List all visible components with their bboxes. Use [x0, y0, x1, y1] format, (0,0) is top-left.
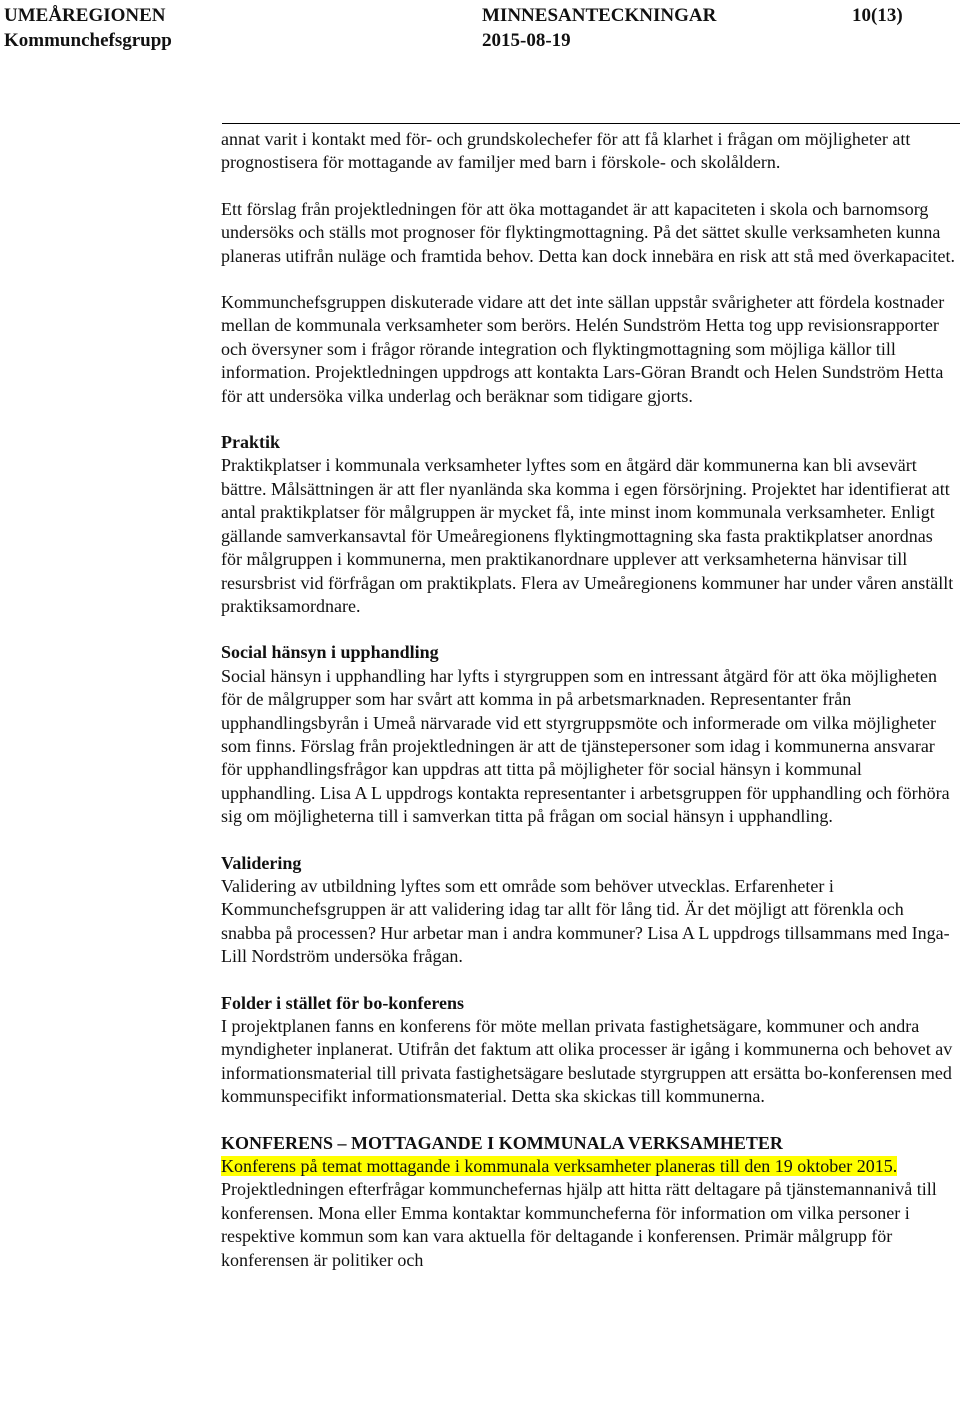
paragraph-gap	[221, 268, 957, 291]
section-heading-social: Social hänsyn i upphandling	[221, 642, 439, 663]
document-type: MINNESANTECKNINGAR	[482, 5, 717, 26]
section-heading-folder: Folder i stället för bo-konferens	[221, 992, 464, 1013]
page-number: 10(13)	[852, 5, 903, 26]
group-name: Kommunchefsgrupp	[4, 30, 172, 51]
paragraph-proposal: Ett förslag från projektledningen för att öka mottagandet är att kapaciteten i skola och barnomsorg undersöks och ställs mot prognoser för flyktingmottagning. På det sättet skulle verksamheten kunna planeras utifrån nuläge och framtida behov. Detta kan dock innebära en risk att stå med överkapacitet.	[221, 198, 956, 266]
section-text-folder: I projektplanen fanns en konferens för möte mellan privata fastighetsägare, kommuner och andra myndigheter inplanerat. Utifrån det faktum att olika processer är igång i kommunerna och behovet av informationsmaterial till privata fastighetsägare beslutade styrgruppen att ersätta bo-konferensen med kommunspecifikt informationsmaterial. Detta ska skickas till kommunerna.	[221, 1016, 953, 1107]
paragraph-continuation: annat varit i kontakt med för- och grundskolechefer för att få klarhet i frågan om möjligheter att prognostisera för mottagande av familjer med barn i förskole- och skolåldern.	[221, 129, 911, 173]
paragraph-gap	[221, 969, 957, 992]
header-right	[852, 3, 903, 28]
section-heading-konferens: KONFERENS – MOTTAGANDE I KOMMUNALA VERKSAMHETER	[221, 1132, 783, 1153]
paragraph-gap	[221, 175, 957, 198]
section-text-praktik: Praktikplatser i kommunala verksamheter lyftes som en åtgärd där kommunerna kan bli avsevärt bättre. Målsättningen är att fler nyanlända ska komma i egen försörjning. Projektet har identifierat att antal praktikplatser för målgruppen är mycket få, inte minst inom kommunala verksamheter. Enligt gällande samverkansavtal för Umeåregionens flyktingmottagning ska fasta praktikplatser anordnas för målgruppen i kommunerna, men praktikanordnare upplever att verksamheterna hänvisar till resursbrist vid förfrågan om praktikplats. Flera av Umeåregionens kommuner har under våren anställt praktiksamordnare.	[221, 455, 954, 616]
section-text-konferens	[221, 1155, 957, 1272]
section-text-validering: Validering av utbildning lyftes som ett område som behöver utvecklas. Erfarenheter i Kommunchefsgruppen är att validering idag tar allt för lång tid. Är det möjligt att förenkla och snabba på processen? Hur arbetar man i andra kommuner? Lisa A L uppdrogs tillsammans med Inga-Lill Nordström undersöka frågan.	[221, 875, 950, 967]
paragraph-gap	[221, 408, 957, 431]
header-divider	[222, 123, 960, 124]
section-heading-validering: Validering	[221, 852, 302, 873]
meeting-date: 2015-08-19	[482, 30, 571, 51]
header-left	[4, 3, 172, 53]
section-heading-praktik: Praktik	[221, 432, 281, 453]
paragraph-gap	[221, 829, 957, 852]
header-middle	[482, 3, 716, 53]
paragraph-discussion: Kommunchefsgruppen diskuterade vidare att det inte sällan uppstår svårigheter att fördela kostnader mellan de kommunala verksamheter som berörs. Helén Sundström Hetta tog upp revisionsrapporter och översyner som i frågor rörande integration och flyktingmottagning som möjliga källor till information. Projektledningen uppdrogs att kontakta Lars-Göran Brandt och Helen Sundström Hetta för att undersöka vilka underlag och beräknar som tidigare gjorts.	[221, 292, 945, 406]
section-text-social: Social hänsyn i upphandling har lyfts i styrgruppen som en intressant åtgärd för att öka möjligheten för de målgrupper som har svårt att komma in på arbetsmarknaden. Representanter från upphandlingsbyrån i Umeå närvarade vid ett styrgruppsmöte och informerade om vilka möjligheter som finns. Förslag från projektledningen är att de tjänstepersoner som idag i kommunerna ansvarar för upphandlingsfrågor kan uppdras att titta på möjligheter för social hänsyn i kommunal upphandling. Lisa A L uppdrogs kontakta representanter i arbetsgruppen för upphandling och förhöra sig om möjligheterna till i samverkan titta på frågan om social hänsyn i upphandling.	[221, 665, 950, 827]
konferens-continuation: Projektledningen efterfrågar kommunchefernas hjälp att hitta rätt deltagare på tjänstemannanivå till konferensen. Mona eller Emma kontaktar kommuncheferna för information om vilka personer i respektive kommun som kan vara aktuella för deltagande i konferensen. Primär målgrupp för konferensen är politiker och	[221, 1179, 937, 1270]
paragraph-gap	[221, 618, 957, 641]
highlighted-text: Konferens på temat mottagande i kommunala verksamheter planeras till den 19 oktober 2015.	[221, 1156, 898, 1177]
org-name: UMEÅREGIONEN	[4, 5, 166, 26]
page-header	[0, 3, 960, 55]
paragraph-gap	[221, 1109, 957, 1132]
document-body	[221, 128, 957, 1272]
